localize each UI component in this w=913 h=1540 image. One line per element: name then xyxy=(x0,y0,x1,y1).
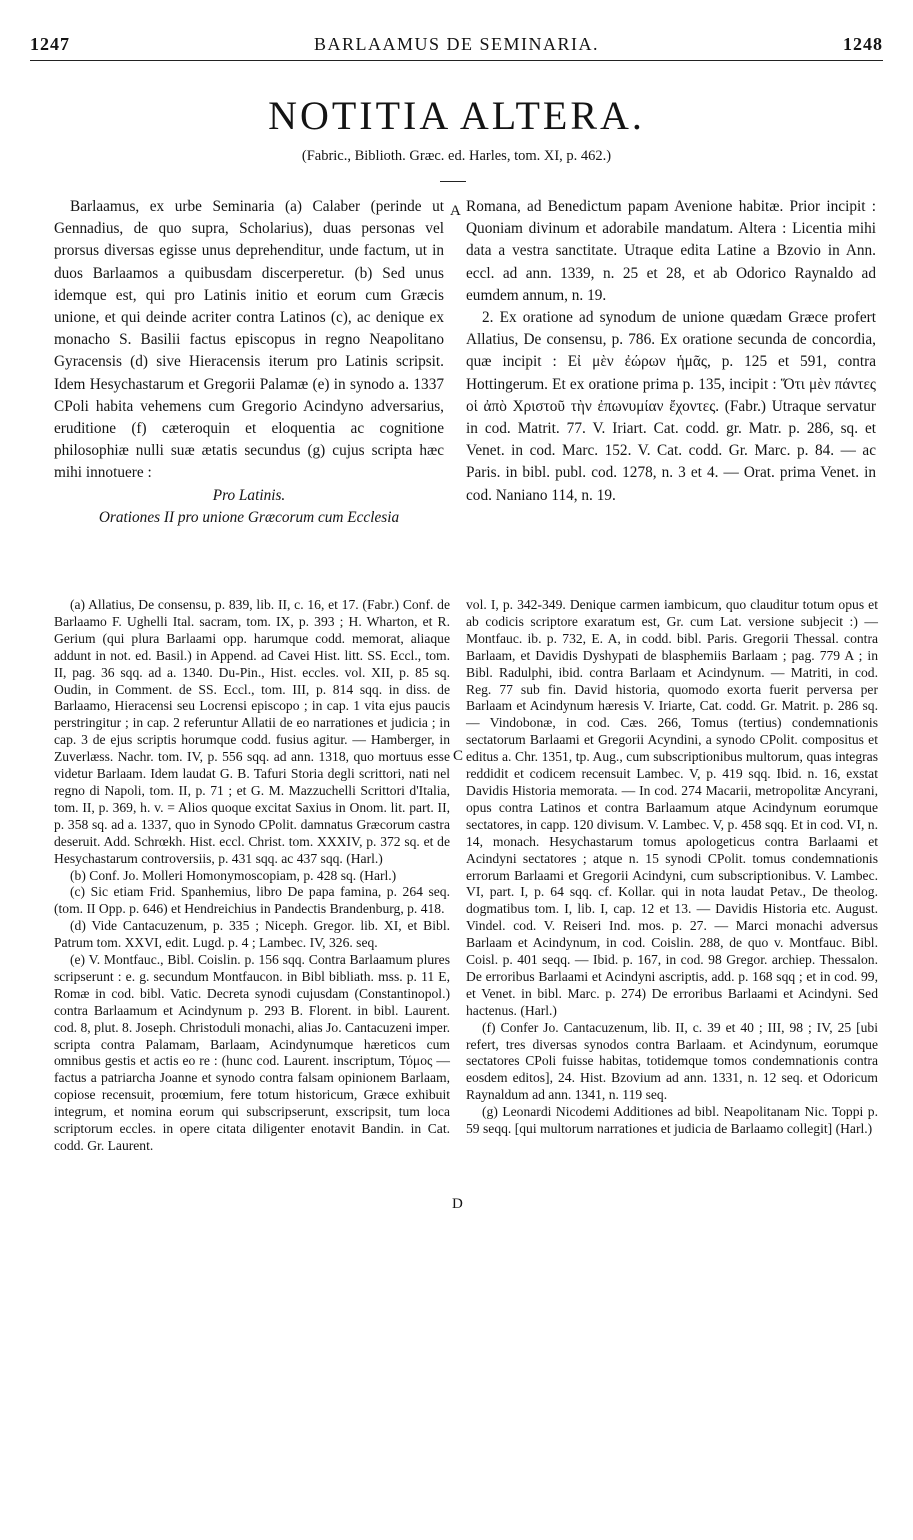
footnote-c: (c) Sic etiam Frid. Spanhemius, libro De papa famina, p. 264 seq. (tom. II Opp. p. 646) et Hendreichius in Pandectis Brandenburg, p. 418. xyxy=(54,884,450,917)
intro-right-paragraph-1: Romana, ad Benedictum papam Avenione habitæ. Prior incipit : Quoniam divinum et adorabile mandatum. Altera : Licentia mihi data a vestra sanctitate. Utraque edita Latine a Bzovio in Ann. eccl. ad ann. 1339, n. 25 et 28, et ab Odorico Raynaldo ad eumdem annum, n. 19. xyxy=(466,198,876,304)
footnote-e: (e) V. Montfauc., Bibl. Coislin. p. 156 sqq. Contra Barlaamum plures scripserunt : e. g. secundum Montfaucon. in Bibl bibliath. mss. p. 11 E, Romæ in cod. bibl. Vatic. Decreta synodi cujusdam (Constantinopol.) contra Barlaamum et Acindynum p. 293 B. Florent. in bibl. Laurent. cod. 8, plut. 8. Joseph. Christoduli monachi, alias Jo. Cantacuzeni imper. scripta contra Palamam, Barlaam, Acindynumque hæreticos cum omnibus gestis et actis eo re : (hunc cod. Laurent. inscriptum, Τόμος — factus a patriarcha Joanne et synodo contra falsam opinionem Barlaam, copiose recensuit, proœmium, fere totum historicum, Græce exhibuit integrum, et nomina eorum qui subscripserunt, exscripsit, tum loca scriptorum eccles. in opere citata diligenter enotavit Bandin. in Cat. codd. Gr. Laurent. xyxy=(54,952,450,1153)
section-heading-orationes: Orationes II pro unione Græcorum cum Ecclesia xyxy=(98,508,400,526)
footnote-g: (g) Leonardi Nicodemi Additiones ad bibl. Neapolitanam Nic. Toppi p. 59 seqq. [qui multorum narrationes et judicia de Barlaamo collegit] (Harl.) xyxy=(466,1104,878,1137)
footnote-a: (a) Allatius, De consensu, p. 839, lib. II, c. 16, et 17. (Fabr.) Conf. de Barlaamo F. Ughelli Ital. sacram, tom. IX, p. 393 ; H. Wharton, et R. Gerium (qui plura Barlaami opp. harumque codd. memorat, aliaque addunt in not. ed. Basil.) in Append. ad Cavei Hist. litt. SS. Eccl., tom. II, pag. 36 sqq. ad a. 1340. Du-Pin., Hist. eccles. vol. XII, p. 85 sq. Oudin, in Comment. de SS. Eccl., tom. III, p. 814 sqq. in diss. de Barlaamo, Hieracensi seu Locrensi episcopo ; in cap. 1 vita ejus paucis perstringitur ; in cap. 2 referuntur Allatii de eo narrationes et judicia ; in cap. 3 de ejus scriptis horumque codd. fusius agitur. — Hamberger, in Zuverlæss. Nachr. tom. IV, p. 556 sqq. ad ann. 1318, quo mortuus esse videtur Barlaam. Idem laudat G. B. Tafuri Storia degli scrittori, nati nel regno di Napoli, tom. II, p. 71 ; et G. M. Mazzuchelli Scrittori d'Italia, tom. II, p. 369, h. v. = Alios quoque excitat Saxius in Onom. lit. part. II, p. 358 sq. ad a. 1337, quo in Synodo CPolit. damnatus Græcorum castra deseruit. Add. Schrœkh. Hist. eccl. Christ. tom. XXXIV, p. 372 sq. et de Hesychastarum controversiis, p. 431 sqq. ac 437 sqq. (Harl.) xyxy=(54,597,450,866)
header-rule xyxy=(30,60,883,61)
margin-letter-a: A xyxy=(450,203,461,219)
running-head xyxy=(30,34,883,58)
page-title: NOTITIA ALTERA. xyxy=(268,93,645,138)
footnote-f: (f) Confer Jo. Cantacuzenum, lib. II, c. 39 et 40 ; III, 98 ; IV, 25 [ubi refert, tres diversas synodos contra Barlaam. et Acindynum, eorumque sectatores CPoli fuisse habitas, totidemque tomos condemnationis contra eosdem editos], 24. Hist. Bzovium ad ann. 1331, n. 12 seq. et Odoricum Raynaldum ad ann. 1341, n. 119 seq. xyxy=(466,1019,878,1103)
footnote-d: (d) Vide Cantacuzenum, p. 335 ; Niceph. Gregor. lib. XI, et Bibl. Patrum tom. XXVI, edit. Lugd. p. 4 ; Lambec. IV, 326. seq. xyxy=(54,918,450,951)
intro-paragraph: Barlaamus, ex urbe Seminaria (a) Calaber (perinde ut Gennadius, de quo supra, Scholarius), duas personas vel prorsus diversas egisse unus deprehenditur, unde factum, ut in duos Barlaamos a quibusdam discerperetur. (b) Sed unus idemque est, qui pro Latinis initio et eorum cum Græcis unione, et qui deinde acriter contra Latinos (c), ac denique ex monacho S. Basilii factus episcopus in regno Neapolitano Gyracensis (d) sive Hieracensis iterum pro Latinis scripsit. Idem Hesychastarum et Gregorii Palamæ (e) in synodo a. 1337 CPoli habita vehemens cum Gregorio Acindyno adversarius, eruditione (f) cæteroquin et eloquentia ac cognitione philosophiæ nulli suæ ætatis secundus (g) cujus scripta hæc mihi innotuere : xyxy=(54,198,444,482)
intro-right-paragraph-2: 2. Ex oratione ad synodum de unione quædam Græce profert Allatius, De consensu, p. 786. Ex oratione secunda de concordia, quæ incipit : Εἰ μὲν ἐώρων ἡμᾶς, p. 125 et 591, contra Hottingerum. Et ex oratione prima p. 135, incipit : Ὅτι μὲν πάντες οἱ ἀπὸ Χριστοῦ τὴν ἐπωνυμίαν ἔχοντες. (Fabr.) Utraque servatur in cod. Matrit. 77. V. Iriart. Cat. codd. gr. Matr. p. 286, sq. et Venet. in cod. Marc. 152. V. Cat. codd. Gr. Marc. p. 84. — ac Paris. in bibl. publ. cod. 1278, n. 3 et 4. — Orat. prima Venet. in cod. Naniano 114, n. 19. xyxy=(466,309,876,504)
page-subtitle: (Fabric., Biblioth. Græc. ed. Harles, tom. XI, p. 462.) xyxy=(301,148,612,164)
footnote-b: (b) Conf. Jo. Molleri Homonymoscopiam, p. 428 sq. (Harl.) xyxy=(70,867,397,883)
intro-right-column xyxy=(466,196,876,507)
title-divider xyxy=(440,181,466,182)
margin-letter-d: D xyxy=(452,1196,463,1212)
footnotes-right-column xyxy=(466,597,878,1138)
footnotes-left-column xyxy=(54,597,450,1155)
page-number-left: 1247 xyxy=(30,34,70,54)
intro-left-column xyxy=(54,196,444,529)
running-title: BARLAAMUS DE SEMINARIA. xyxy=(313,34,599,54)
footnote-e-continued: vol. I, p. 342-349. Denique carmen iambicum, quo clauditur totum opus et ab codicis scriptore exaratum est, Gr. cum Lat. versione subjecit :) — Montfauc. ib. p. 732, E. A, in codd. bibl. Paris. Gregorii Thessal. contra Barlaam, et Davidis Dyshypati de blasphemiis Barlaam ; pag. 779 A ; in Bibl. Radulphi, ibid. contra Barlaam et Acindynum. — Matriti, in cod. Reg. 77 sub fin. David historia, quomodo exorta fuerit perversa per Barlaam et Acindynum hæresis V. Iriarte, Cat. codd. Gr. Matrit. p. 286 sq. — Vindobonæ, in cod. Cæs. 266, Tomus (tertius) condemnationis sectatorum Barlaami et Gregorii Acyndini, a synodo CPolit. compositus et editus a. Chr. 1351, tp. Aug., cum subscriptionibus multorum, quas integras reddidit et codicem recensuit Lambec. V, p. 419 sqq. Ibid. n. 16, exstat Davidis Historia memorata. — In cod. 274 Macarii, metropolitæ Ancyrani, opus contra Latinos et contra Barlaamum atque Acindynum eorumque sectatores, in capp. 120 divisum. V. Lambec. V, p. 458 sqq. Et in cod. VI, n. 14, monach. Hesychastarum tomus apologeticus contra Barlaami et Acindyni sectatores ; atque n. 15 synodi CPolit. tomus condemnationis errorum Barlaami et Gregorii Acindyni, cum subscriptionibus. V. Lambec. VI, part. I, p. 64 sqq. cf. Kollar. qui in nota laudat Petav., De theolog. dogmatibus tom. I, lib. I, cap. 12 et 13. — Davidis Historia etc. August. Vindel. cod. V. Reiseri Ind. mos. p. 27. — Marci monachi adversus Barlaam et Acindynum, in cod. Coislin. 288, de quo v. Montfauc. Bibl. Coisl. p. 401 seqq. — Ibid. p. 167, in cod. 98 Gregor. archiep. Thessalon. De erroribus Barlaami et Acindyni ascriptis, add. p. 168 sqq ; et in cod. 99, et Venet. in bibl. Marc. p. 274) De erroribus Barlaami et Acindyni. Sed hactenus. (Harl.) xyxy=(466,597,878,1018)
margin-letter-c: C xyxy=(453,748,464,764)
section-heading-pro-latinis: Pro Latinis. xyxy=(212,486,286,504)
page-number-right: 1248 xyxy=(843,34,883,54)
